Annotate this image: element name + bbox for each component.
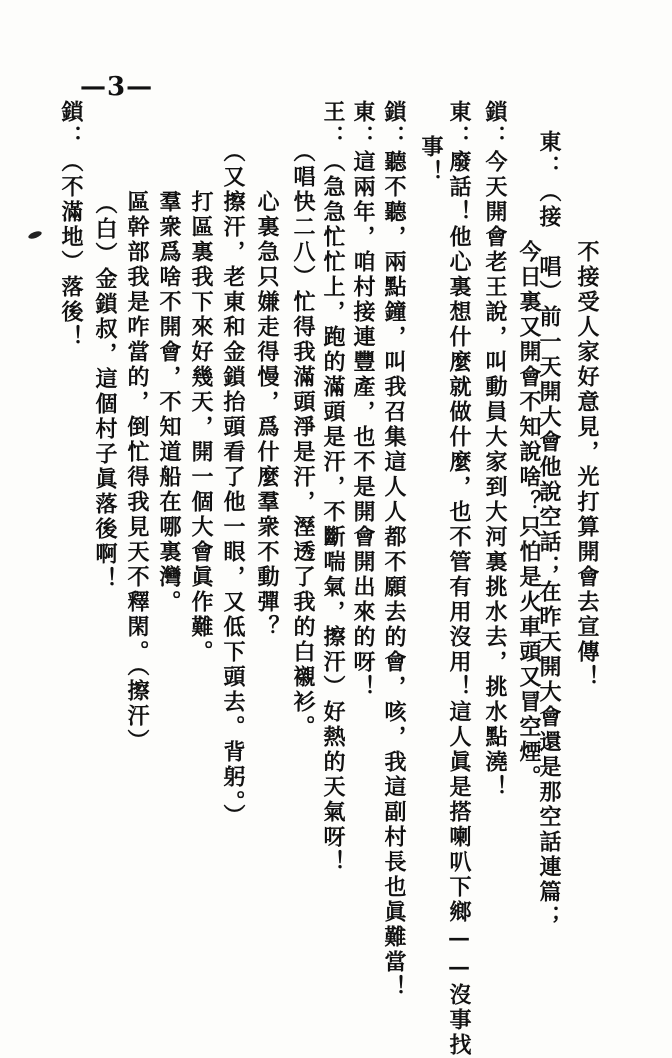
text-column-14: 羣衆爲啥不開會，不知道船在哪裏灣。 [156,190,182,615]
text-column-1: 不接受人家好意見，光打算開會去宣傳！ [574,240,600,690]
text-column-5: 東：廢話！他心裏想什麼就做什麼，也不管有用沒用！這人眞是搭喇叭下鄉——沒事找 [446,100,472,1058]
text-column-13: 打區裏我下來好幾天，開一個大會眞作難。 [188,190,214,665]
text-column-4: 鎖：今天開會老王說，叫動員大家到大河裏挑水去，挑水點澆！ [482,100,508,800]
text-column-17: 鎖：（不滿地）落後！ [58,100,84,350]
text-column-6: 事！ [418,135,444,185]
ink-blot [27,230,42,240]
text-column-11: 心裏急只嫌走得慢，爲什麼羣衆不動彈？ [254,190,280,640]
text-column-7: 鎖：聽不聽，兩點鐘，叫我召集這人人都不願去的會，咳，我這副村長也眞難當！ [381,100,407,1000]
text-column-3: 今日裏又開會不知說啥？只怕是火車頭又冒空煙。 [516,240,542,790]
page-number: —3— [80,72,154,102]
text-column-16: （白）金鎖叔，這個村子眞落後啊！ [92,192,118,592]
text-column-8: 東：這兩年，咱村接連豐產，也不是開會開出來的呀！ [350,100,376,700]
text-column-12: （又擦汗，老東和金鎖抬頭看了他一眼，又低下頭去。背躬。） [220,140,246,829]
text-column-10: （唱快二八）忙得我滿頭淨是汗，溼透了我的白襯衫。 [290,140,316,740]
text-column-9: 王：（急急忙忙上，跑的滿頭是汗，不斷喘氣，擦汗）好熱的天氣呀！ [320,100,346,875]
text-column-15: 區幹部我是咋當的，倒忙得我見天不釋閑。（擦汗） [124,190,150,754]
text-column-2: 東：（接 唱）前一天開大會他說空話；在昨天開大會還是那空話連篇； [536,130,562,930]
